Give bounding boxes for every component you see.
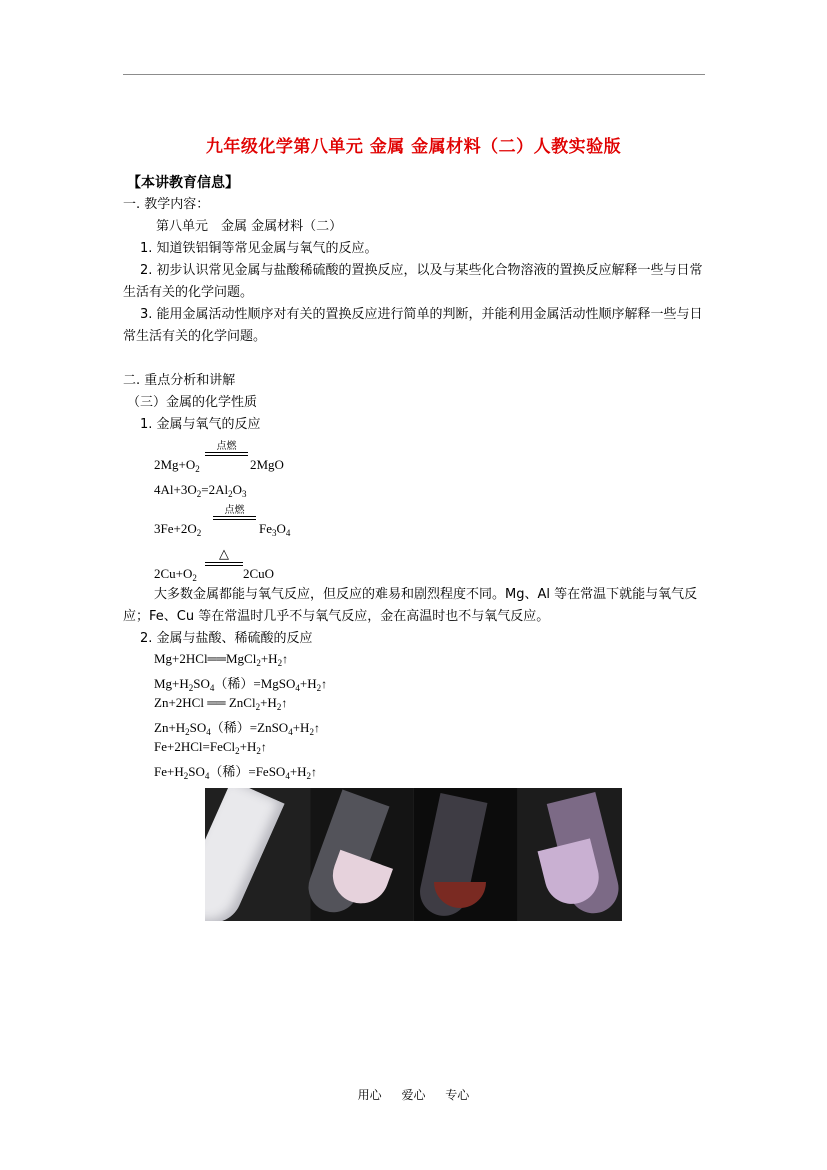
gas-up-arrow-icon: ↑ [321, 677, 328, 691]
info-header: 【本讲教育信息】 [127, 175, 239, 191]
gas-up-arrow-icon: ↑ [282, 652, 289, 666]
equation-al-o2: $4Al+3O_2=2Al_2O_3$ [154, 482, 247, 499]
gas-up-arrow-icon: ↑ [311, 765, 318, 779]
acid-equation-row: $Zn+H_2SO_4$（稀）$=ZnSO_4+H_2↑$ [154, 720, 320, 737]
gas-up-arrow-icon: ↑ [281, 696, 288, 710]
oxygen-summary: 大多数金属都能与氧气反应，但反应的难易和剧烈程度不同。Mg、Al 等在常温下就能与氧气反应；Fe、Cu 等在常温时几乎不与氧气反应，金在高温时也不与氧气反应。 [123, 587, 698, 624]
photo-panel-mg [205, 788, 310, 921]
photo-panel-zn [311, 788, 413, 921]
heat-condition: △ [205, 548, 243, 566]
acid-equation-row: $Mg+H_2SO_4$（稀）$=MgSO_4+H_2↑$ [154, 676, 328, 693]
acid-equation-row: $Mg+2HCl══MgCl_2+H_2↑$ [154, 651, 289, 668]
part2-heading: 二. 重点分析和讲解 [123, 373, 236, 388]
header-rule [123, 74, 705, 75]
acid-equation-row: $Fe+2HCl=FeCl_2+H_2↑$ [154, 739, 267, 756]
equation-cu-o2: $2Cu+O_2$ [154, 566, 197, 583]
part1-heading: 一. 教学内容： [123, 197, 210, 212]
ignite-condition: 点燃 [205, 441, 248, 456]
page-footer: 用心 爱心 专心 [357, 1088, 470, 1102]
equation-mg-o2: $2Mg+O_2$ [154, 457, 200, 474]
equation-fe-o2: $3Fe+2O_2$ [154, 521, 202, 538]
part1-unit: 第八单元 金属 金属材料（二） [156, 219, 343, 234]
gas-up-arrow-icon: ↑ [313, 721, 320, 735]
equation-fe-o2-product: $Fe_3O_4$ [259, 521, 291, 538]
page-title: 九年级化学第八单元 金属 金属材料（二）人教实验版 [205, 137, 622, 157]
photo-panel-cu [518, 788, 622, 921]
equation-mg-o2-product: 2MgO [250, 457, 284, 472]
part2-item-1: 1. 金属与氧气的反应 [140, 417, 261, 432]
part1-item-3: 3. 能用金属活动性顺序对有关的置换反应进行简单的判断，并能利用金属活动性顺序解释一些与日常生活有关的化学问题。 [123, 307, 703, 344]
equation-cu-o2-product: 2CuO [243, 566, 275, 581]
acid-equation-row: Zn+2HCl ══ $ZnCl_2+H_2↑$ [154, 695, 288, 712]
part1-item-2: 2. 初步认识常见金属与盐酸稀硫酸的置换反应，以及与某些化合物溶液的置换反应解释一些与日常生活有关的化学问题。 [123, 263, 703, 300]
acid-equation-row: $Fe+H_2SO_4$（稀）$=FeSO_4+H_2↑$ [154, 764, 318, 781]
test-tube-photo [205, 788, 622, 921]
photo-panel-fe [414, 788, 517, 921]
ignite-condition: 点燃 [213, 505, 256, 520]
part2-subheading: （三）金属的化学性质 [127, 395, 258, 410]
part2-item-2: 2. 金属与盐酸、稀硫酸的反应 [140, 631, 313, 646]
gas-up-arrow-icon: ↑ [260, 740, 267, 754]
part1-item-1: 1. 知道铁铝铜等常见金属与氧气的反应。 [140, 241, 378, 256]
